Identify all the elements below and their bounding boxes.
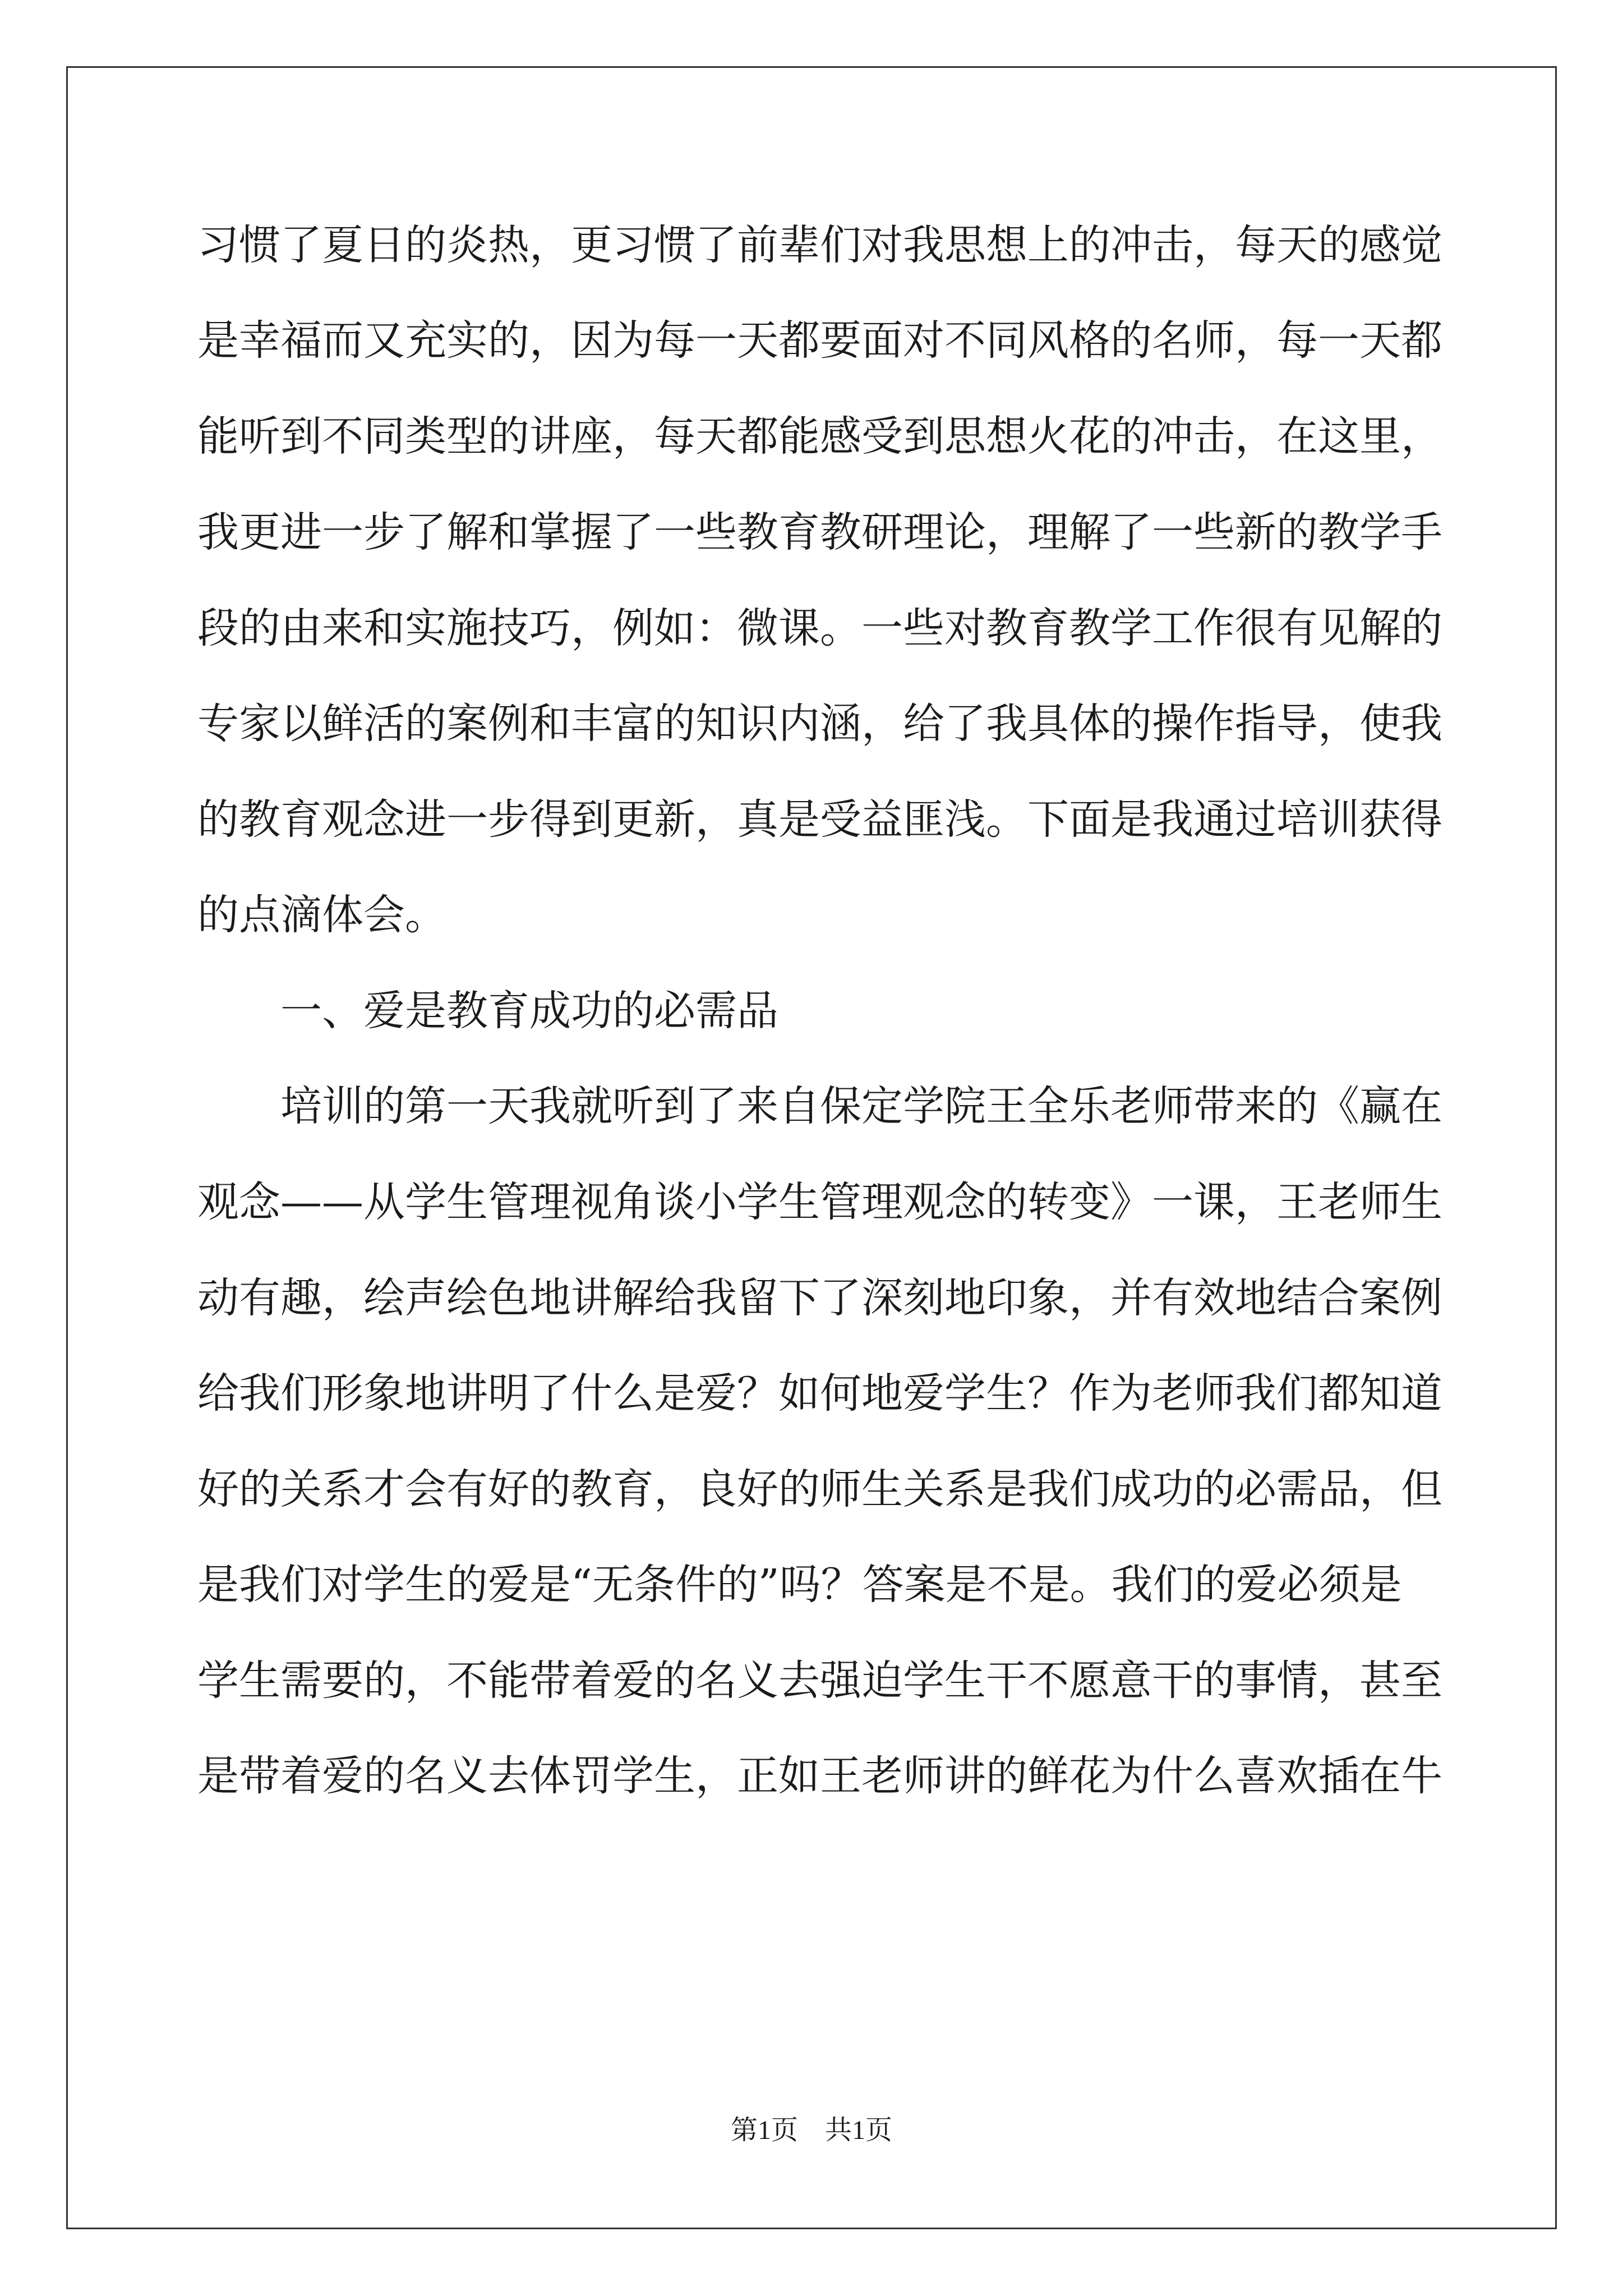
text-line: 观念——从学生管理视角谈小学生管理观念的转变》一课，王老师生 [197,1178,1442,1226]
text-line: 是幸福而又充实的，因为每一天都要面对不同风格的名师，每一天都 [197,316,1442,365]
text-line: 的教育观念进一步得到更新，真是受益匪浅。下面是我通过培训获得 [197,795,1442,844]
text-line: 动有趣，绘声绘色地讲解给我留下了深刻地印象，并有效地结合案例 [197,1274,1442,1322]
text-line: 培训的第一天我就听到了来自保定学院王全乐老师带来的《赢在 [280,1082,1442,1130]
text-line: 是我们对学生的爱是“无条件的”吗？答案是不是。我们的爱必须是 [197,1561,1402,1609]
text-line: 我更进一步了解和掌握了一些教育教研理论，理解了一些新的教学手 [197,508,1442,556]
text-line: 给我们形象地讲明了什么是爱？如何地爱学生？作为老师我们都知道 [197,1369,1442,1418]
text-line: 的点滴体会。 [197,891,446,939]
page-footer [0,2114,1623,2147]
text-line: 是带着爱的名义去体罚学生，正如王老师讲的鲜花为什么喜欢插在牛 [197,1752,1442,1800]
text-line: 好的关系才会有好的教育，良好的师生关系是我们成功的必需品，但 [197,1465,1442,1513]
text-line: 专家以鲜活的案例和丰富的知识内涵，给了我具体的操作指导，使我 [197,700,1442,748]
text-line: 习惯了夏日的炎热，更习惯了前辈们对我思想上的冲击，每天的感觉 [197,221,1442,269]
page-border [66,66,1557,2229]
text-line: 学生需要的，不能带着爱的名义去强迫学生干不愿意干的事情，甚至 [197,1657,1442,1705]
text-line: 能听到不同类型的讲座，每天都能感受到思想火花的冲击，在这里， [197,412,1442,461]
page-total: 共1页 [825,2115,893,2145]
section-heading: 一、爱是教育成功的必需品 [280,987,778,1035]
text-line: 段的由来和实施技巧，例如：微课。一些对教育教学工作很有见解的 [197,604,1442,652]
page-number: 第1页 [730,2115,798,2145]
